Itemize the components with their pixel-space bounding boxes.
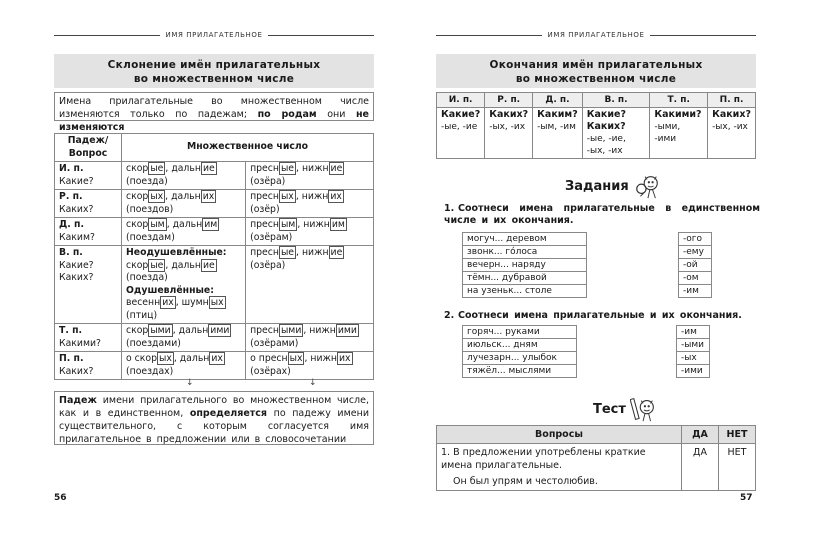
task-1-question: 1. Соотнеси имена прилагательные в единственном числе и их окончания.: [444, 203, 760, 226]
ending-box: им: [331, 219, 345, 230]
list-item[interactable]: -им: [677, 326, 710, 339]
down-arrow-icon: ↓: [186, 378, 194, 388]
task-2-phrases: [462, 325, 577, 378]
list-item[interactable]: июльск... дням: [463, 339, 577, 352]
running-head: ИМЯ ПРИЛАГАТЕЛЬНОЕ: [436, 31, 756, 39]
table-row: Д. п. Каким? скор ым , дальн им (поездам) пресн ым , нижн им (озёрам): [55, 218, 374, 246]
test-heading: Тест: [593, 395, 658, 423]
rule-box-bottom: Падеж имени прилагательного во множественном числе, как и в единственном, определяется по падежу имени существительного, с которым согласуется имя прилагательное в предложении или в словосочетании: [54, 391, 374, 445]
ending-box: ими: [337, 325, 357, 336]
ending-box: ых: [280, 191, 294, 202]
ending-box: их: [202, 191, 215, 202]
list-item[interactable]: горяч... руками: [463, 326, 577, 339]
ending-box: ие: [202, 163, 215, 174]
ending-box: ым: [150, 219, 165, 230]
ending-box: ым: [280, 219, 296, 230]
list-item[interactable]: тяжёл... мыслями: [463, 365, 577, 378]
list-item[interactable]: -ой: [679, 259, 712, 272]
ending-box: ые: [280, 247, 295, 258]
header-questions: Вопросы: [437, 426, 682, 444]
list-item[interactable]: лучезарн... улыбок: [463, 352, 577, 365]
list-item[interactable]: на узеньк... столе: [463, 285, 587, 298]
table-row: И. п. Какие? скор ые , дальн ие (поезда) пресн ые , нижн ие (озёра): [55, 162, 374, 190]
endings-table: И. п. Р. п. Д. п. В. п. Т. п. П. п. Какие? -ые, -ие Каких? -ых, -их Каким? -ым, -им Какие? Каких? -ые, -ие, -ых, -их Какими? -ыми, -ими Каких? -ых, -их: [436, 92, 756, 159]
list-item[interactable]: -ых: [677, 352, 710, 365]
owl-mascot-icon: [630, 395, 658, 423]
header-no: НЕТ: [719, 426, 756, 444]
list-item[interactable]: -ого: [679, 233, 712, 246]
task-1-phrases: [462, 232, 587, 298]
ending-box: ими: [210, 325, 230, 336]
ending-box: ие: [330, 163, 343, 174]
answer-yes[interactable]: ДА: [682, 444, 719, 491]
list-item[interactable]: -ему: [679, 246, 712, 259]
page-number: 56: [54, 493, 67, 503]
table-row: Р. п. Каких? скор ых , дальн их (поездов) пресн ых , нижн их (озёр): [55, 190, 374, 218]
list-item[interactable]: звонк... го́лоса: [463, 246, 587, 259]
ending-box: их: [211, 353, 223, 364]
test-question: 1. В предложении употреблены краткие имена прилагательные. Он был упрям и честолюбив.: [437, 444, 682, 491]
table-row: Т. п. Какими? скор ыми , дальн ими (поездами) пресн ыми , нижн ими (озёрами): [55, 324, 374, 352]
ending-box: ые: [150, 163, 164, 174]
ending-box: ыми: [150, 325, 171, 336]
header-plural: Множественное число: [122, 134, 374, 162]
table-row: В. п. Какие? Каких? Неодушевлённые: скор ые , дальн ие (поезда) Одушевлённые: весенн их , шумн ых (птиц) пресн ые , нижн ие (озёра): [55, 246, 374, 324]
page-number: 57: [740, 493, 753, 503]
section-title: Окончания имён прилагательных во множественном числе: [436, 54, 756, 88]
ending-box: их: [162, 297, 174, 308]
rule-box-top: Имена прилагательные во множественном числе изменяются только по падежам; по родам они не изменяются: [54, 92, 374, 121]
ending-box: ых: [150, 191, 164, 202]
list-item[interactable]: -ыми: [677, 339, 710, 352]
section-title: Склонение имён прилагательных во множественном числе: [54, 54, 374, 88]
test-table: [436, 425, 756, 491]
list-item[interactable]: могуч... деревом: [463, 233, 587, 246]
arrows: [54, 378, 374, 390]
list-item[interactable]: -ом: [679, 272, 712, 285]
right-page: [410, 0, 820, 537]
answer-no[interactable]: НЕТ: [719, 444, 756, 491]
ending-box: ые: [280, 163, 295, 174]
list-item[interactable]: -им: [679, 285, 712, 298]
list-item[interactable]: вечерн... наряду: [463, 259, 587, 272]
list-item[interactable]: -ими: [677, 365, 710, 378]
ending-box: ые: [150, 259, 164, 271]
header-yes: ДА: [682, 426, 719, 444]
task-1-endings: [678, 232, 712, 298]
ending-box: их: [330, 191, 342, 202]
ending-box: ых: [158, 353, 172, 364]
ending-box: им: [204, 219, 218, 230]
ending-box: ие: [330, 247, 343, 258]
header-case: Падеж/ Вопрос: [55, 134, 122, 162]
table-row: П. п. Каких? о скор ых , дальн их (поездах) о пресн ых , нижн их (озёрах): [55, 352, 374, 380]
ending-box: ых: [289, 353, 303, 364]
task-2-question: 2. Соотнеси имена прилагательные и их окончания.: [444, 310, 742, 321]
ending-box: ие: [202, 259, 215, 271]
declension-table: [54, 133, 374, 380]
ending-box: ыми: [280, 325, 302, 336]
tasks-heading: Задания: [565, 172, 661, 200]
down-arrow-icon: ↓: [309, 378, 317, 388]
ending-box: ых: [210, 297, 224, 308]
running-head: ИМЯ ПРИЛАГАТЕЛЬНОЕ: [54, 31, 374, 39]
owl-mascot-icon: [633, 172, 661, 200]
ending-box: их: [338, 353, 351, 364]
table-row: [437, 444, 756, 491]
list-item[interactable]: тёмн... дубравой: [463, 272, 587, 285]
task-2-endings: [676, 325, 710, 378]
